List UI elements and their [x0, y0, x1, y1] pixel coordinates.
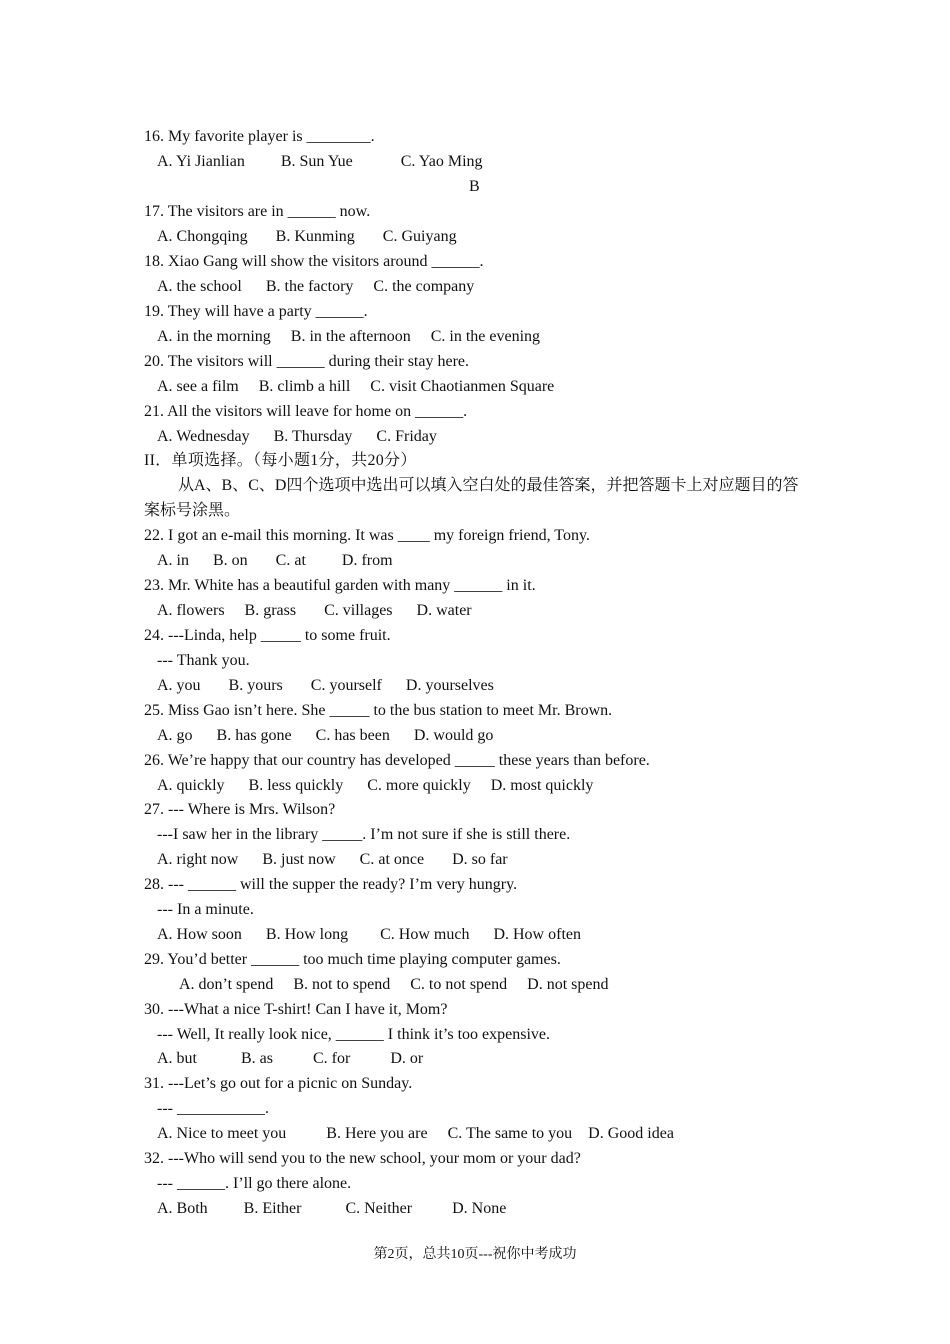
question-28: 28. --- ______ will the supper the ready? I’m very hungry.: [144, 876, 518, 893]
question-29: 29. You’d better ______ too much time playing computer games.: [144, 951, 561, 968]
question-20-options: A. see a film B. climb a hill C. visit Chaotianmen Square: [157, 378, 555, 395]
question-17-options: A. Chongqing B. Kunming C. Guiyang: [157, 228, 457, 245]
question-21: 21. All the visitors will leave for home on ______.: [144, 403, 468, 420]
question-22: 22. I got an e-mail this morning. It was ____ my foreign friend, Tony.: [144, 527, 590, 544]
question-26-options: A. quickly B. less quickly C. more quickly D. most quickly: [157, 777, 594, 794]
question-25-options: A. go B. has gone C. has been D. would go: [157, 727, 494, 744]
question-27: 27. --- Where is Mrs. Wilson?: [144, 801, 336, 818]
question-32: 32. ---Who will send you to the new school, your mom or your dad?: [144, 1150, 581, 1167]
question-22-options: A. in B. on C. at D. from: [157, 552, 393, 569]
section-instructions: 从A、B、C、D四个选项中选出可以填入空白处的最佳答案，并把答题卡上对应题目的答: [178, 477, 799, 494]
section-b-label: B: [469, 178, 480, 195]
question-26: 26. We’re happy that our country has developed _____ these years than before.: [144, 752, 650, 769]
question-29-options: A. don’t spend B. not to spend C. to not spend D. not spend: [179, 976, 609, 993]
question-30-options: A. but B. as C. for D. or: [157, 1050, 424, 1067]
question-17: 17. The visitors are in ______ now.: [144, 203, 371, 220]
question-30-reply: --- Well, It really look nice, ______ I think it’s too expensive.: [157, 1026, 550, 1043]
question-25: 25. Miss Gao isn’t here. She _____ to the bus station to meet Mr. Brown.: [144, 702, 613, 719]
question-23-options: A. flowers B. grass C. villages D. water: [157, 602, 472, 619]
page-footer: 第2页，总共10页---祝你中考成功: [373, 1247, 577, 1262]
question-31-reply: --- ___________.: [157, 1100, 269, 1117]
section-heading: II．单项选择。（每小题1分，共20分）: [144, 452, 417, 469]
question-31: 31. ---Let’s go out for a picnic on Sunday.: [144, 1075, 413, 1092]
question-23: 23. Mr. White has a beautiful garden with many ______ in it.: [144, 577, 536, 594]
question-21-options: A. Wednesday B. Thursday C. Friday: [157, 428, 437, 445]
question-20: 20. The visitors will ______ during their stay here.: [144, 353, 469, 370]
question-24-options: A. you B. yours C. yourself D. yourselves: [157, 677, 494, 694]
question-18: 18. Xiao Gang will show the visitors around ______.: [144, 253, 484, 270]
question-31-options: A. Nice to meet you B. Here you are C. The same to you D. Good idea: [157, 1125, 674, 1142]
question-27-options: A. right now B. just now C. at once D. so far: [157, 851, 508, 868]
section-instructions-cont: 案标号涂黑。: [144, 502, 241, 519]
question-16-options: A. Yi Jianlian B. Sun Yue C. Yao Ming: [157, 153, 483, 170]
question-32-options: A. Both B. Either C. Neither D. None: [157, 1200, 507, 1217]
question-24-reply: --- Thank you.: [157, 652, 250, 669]
question-16: 16. My favorite player is ________.: [144, 128, 375, 145]
question-32-reply: --- ______. I’ll go there alone.: [157, 1175, 352, 1192]
question-28-options: A. How soon B. How long C. How much D. How often: [157, 926, 581, 943]
question-27-reply: ---I saw her in the library _____. I’m not sure if she is still there.: [157, 826, 571, 843]
question-28-reply: --- In a minute.: [157, 901, 254, 918]
question-19-options: A. in the morning B. in the afternoon C. in the evening: [157, 328, 541, 345]
question-30: 30. ---What a nice T-shirt! Can I have it, Mom?: [144, 1001, 448, 1018]
question-18-options: A. the school B. the factory C. the company: [157, 278, 475, 295]
question-24: 24. ---Linda, help _____ to some fruit.: [144, 627, 391, 644]
question-19: 19. They will have a party ______.: [144, 303, 368, 320]
